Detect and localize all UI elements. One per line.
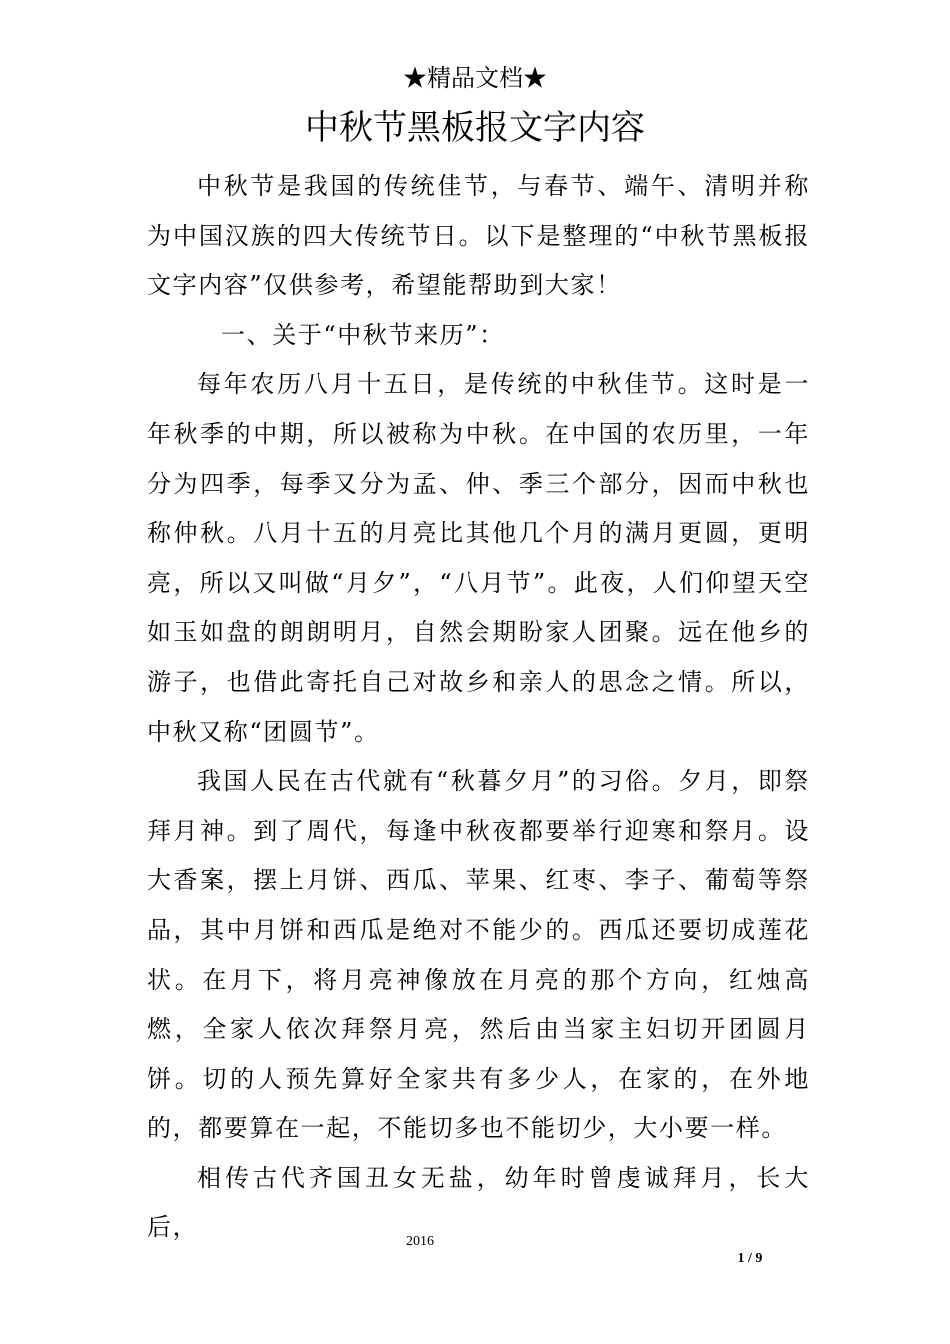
section-heading: 一、关于“中秋节来历”：: [221, 320, 505, 349]
document-header-label: ★精品文档★: [403, 64, 547, 92]
document-body: [147, 162, 810, 1253]
body-paragraph: 我国人民在古代就有“秋暮夕月”的习俗。夕月，即祭拜月神。到了周代，每逢中秋夜都要举行迎寒和祭月。设大香案，摆上月饼、西瓜、苹果、红枣、李子、葡萄等祭品，其中月饼和西瓜是绝对不能少的。西瓜还要切成莲花状。在月下，将月亮神像放在月亮的那个方向，红烛高燃，全家人依次拜祭月亮，然后由当家主妇切开团圆月饼。切的人预先算好全家共有多少人，在家的，在外地的，都要算在一起，不能切多也不能切少，大小要一样。: [147, 767, 810, 1143]
page-number: 1 / 9: [737, 1251, 763, 1266]
document-title: 中秋节黑板报文字内容: [305, 108, 645, 148]
body-paragraph: 每年农历八月十五日，是传统的中秋佳节。这时是一年秋季的中期，所以被称为中秋。在中国的农历里，一年分为四季，每季又分为孟、仲、季三个部分，因而中秋也称仲秋。八月十五的月亮比其他几个月的满月更圆，更明亮，所以又叫做“月夕”，“八月节”。此夜，人们仰望天空如玉如盘的朗朗明月，自然会期盼家人团聚。远在他乡的游子，也借此寄托自己对故乡和亲人的思念之情。所以，中秋又称“团圆节”。: [147, 370, 810, 746]
footer-year: 2016: [406, 1234, 434, 1249]
body-paragraph: 相传古代齐国丑女无盐，幼年时曾虔诚拜月，长大后，: [147, 1163, 810, 1242]
intro-paragraph: 中秋节是我国的传统佳节，与春节、端午、清明并称为中国汉族的四大传统节日。以下是整理的“中秋节黑板报文字内容”仅供参考，希望能帮助到大家！: [147, 172, 810, 300]
